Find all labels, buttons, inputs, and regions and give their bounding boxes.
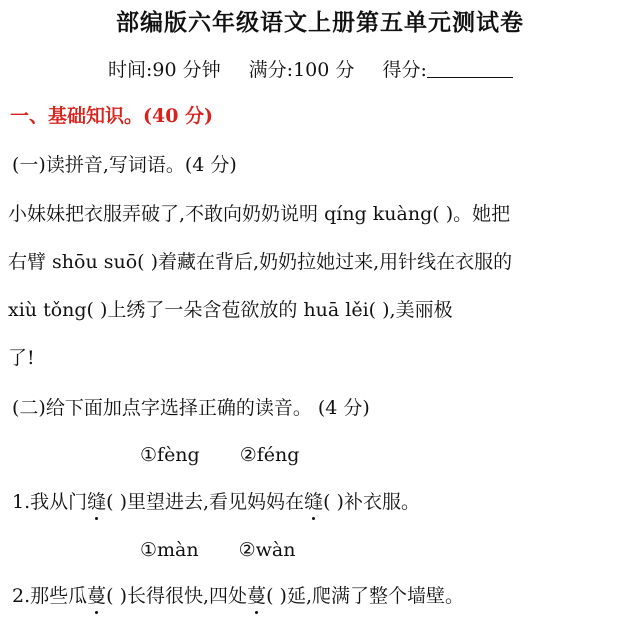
q1-dotted-char-2: 缝 <box>304 491 324 513</box>
q2-sentence <box>12 584 640 608</box>
time-limit: 时间:90 分钟 <box>108 59 221 81</box>
q2-text-a: 2.那些瓜 <box>12 585 88 607</box>
page-title: 部编版六年级语文上册第五单元测试卷 <box>116 10 524 36</box>
q2-text-b: ( )长得很快,四处 <box>106 585 248 607</box>
exam-meta <box>108 58 640 82</box>
q2-option-1: ①màn <box>140 539 199 561</box>
part1-line-2: 右臂 shōu suō( )着藏在背后,奶奶拉她过来,用针线在衣服的 <box>8 251 513 273</box>
q1-text-c: ( )补衣服。 <box>323 491 420 513</box>
q2-dotted-char-2: 蔓 <box>247 585 267 607</box>
q2-dotted-char-1: 蔓 <box>87 585 107 607</box>
section-heading-basics: 一、基础知识。(40 分) <box>10 105 214 127</box>
q1-option-1: ①fèng <box>140 444 200 466</box>
q1-options <box>140 443 640 467</box>
q1-dotted-char-1: 缝 <box>87 491 107 513</box>
full-score: 满分:100 分 <box>248 59 355 81</box>
q2-option-2: ②wàn <box>238 539 296 561</box>
q1-option-2: ②féng <box>239 444 300 466</box>
q1-sentence <box>12 490 640 514</box>
part1-line-4: 了! <box>8 347 35 369</box>
part1-line-3: xiù tǒng( )上绣了一朵含苞欲放的 huā lěi( ),美丽极 <box>8 299 453 321</box>
part1-heading: (一)读拼音,写词语。(4 分) <box>12 154 237 176</box>
q1-text-a: 1.我从门 <box>12 491 88 513</box>
score-blank[interactable] <box>427 59 513 78</box>
part2-heading: (二)给下面加点字选择正确的读音。 (4 分) <box>12 397 370 419</box>
q1-text-b: ( )里望进去,看见妈妈在 <box>106 491 305 513</box>
score-label: 得分: <box>382 59 427 81</box>
part1-line-1: 小妹妹把衣服弄破了,不敢向奶奶说明 qíng kuàng( )。她把 <box>8 203 511 225</box>
q2-text-c: ( )延,爬满了整个墙壁。 <box>266 585 464 607</box>
q2-options <box>140 538 640 562</box>
